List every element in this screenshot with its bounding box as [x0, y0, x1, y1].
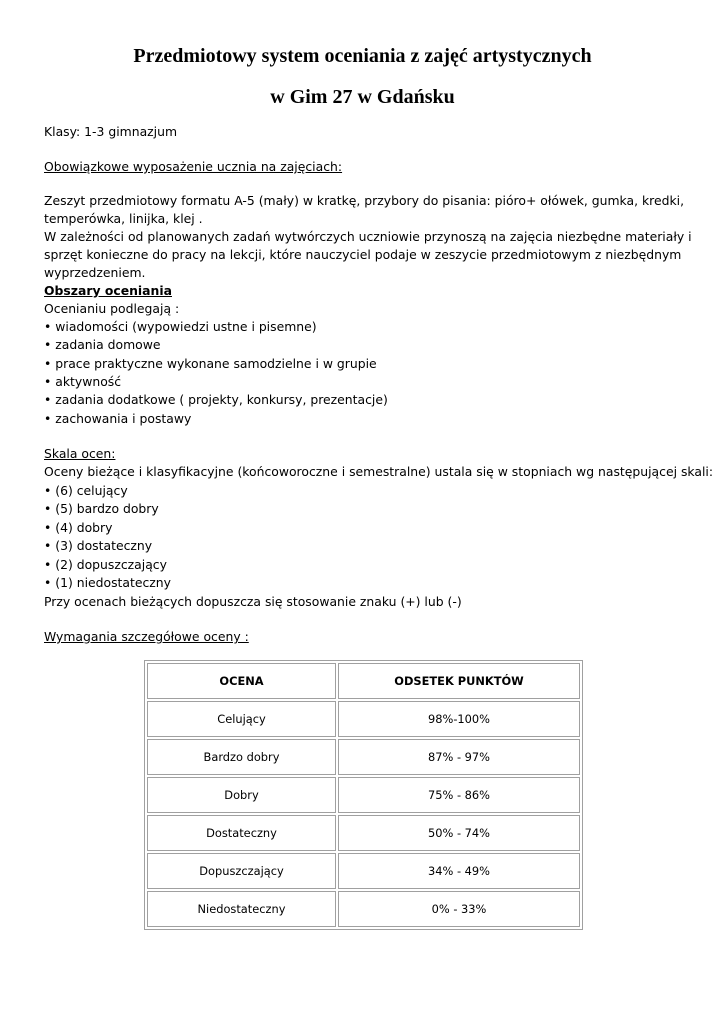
equipment-line: wyprzedzeniem. [44, 265, 146, 280]
grade-cell: Dostateczny [147, 815, 336, 851]
table-row [147, 777, 580, 813]
table-row [147, 891, 580, 927]
equipment-line: W zależności od planowanych zadań wytwórczych uczniowie przynoszą na zajęcia niezbędne materiały i [44, 229, 692, 244]
equipment-line: Zeszyt przedmiotowy formatu A-5 (mały) w kratkę, przybory do pisania: pióro+ ołówek, gumka, kredki, [44, 193, 685, 208]
equipment-line: temperówka, linijka, klej . [44, 211, 203, 226]
areas-list-item: • zadania dodatkowe ( projekty, konkursy, prezentacje) [44, 392, 388, 407]
scale-list-item: • (3) dostateczny [44, 538, 153, 553]
scale-list-item: • (4) dobry [44, 520, 113, 535]
grade-cell: Dopuszczający [147, 853, 336, 889]
column-header-ocena: OCENA [147, 663, 336, 699]
table-row [147, 853, 580, 889]
klasy-text: Klasy: 1-3 gimnazjum [44, 124, 178, 139]
areas-heading: Obszary oceniania [44, 283, 172, 298]
column-header-odsetek: ODSETEK PUNKTÓW [338, 663, 580, 699]
grades-table [144, 660, 583, 930]
areas-list-item: • zadania domowe [44, 337, 161, 352]
grade-cell: Dobry [147, 777, 336, 813]
scale-list-item: • (6) celujący [44, 483, 128, 498]
percent-cell: 0% - 33% [338, 891, 580, 927]
grade-cell: Niedostateczny [147, 891, 336, 927]
areas-list-item: • wiadomości (wypowiedzi ustne i pisemne) [44, 319, 317, 334]
equipment-line: sprzęt konieczne do pracy na lekcji, które nauczyciel podaje w zeszycie przedmiotowym z niezbędnym [44, 247, 682, 262]
scale-heading: Skala ocen: [44, 446, 116, 461]
areas-intro: Ocenianiu podlegają : [44, 301, 180, 316]
equipment-heading: Obowiązkowe wyposażenie ucznia na zajęciach: [44, 159, 343, 174]
percent-cell: 50% - 74% [338, 815, 580, 851]
requirements-heading: Wymagania szczegółowe oceny : [44, 629, 249, 644]
table-row [147, 815, 580, 851]
scale-intro: Oceny bieżące i klasyfikacyjne (końcoworoczne i semestralne) ustala się w stopniach wg następującej skali: [44, 464, 714, 479]
document-subtitle: w Gim 27 w Gdańsku [270, 86, 455, 108]
percent-cell: 75% - 86% [338, 777, 580, 813]
table-row [147, 701, 580, 737]
table-header-row [147, 663, 580, 699]
grade-cell: Bardzo dobry [147, 739, 336, 775]
percent-cell: 34% - 49% [338, 853, 580, 889]
table-row [147, 739, 580, 775]
grade-cell: Celujący [147, 701, 336, 737]
scale-note: Przy ocenach bieżących dopuszcza się stosowanie znaku (+) lub (-) [44, 594, 462, 609]
percent-cell: 98%-100% [338, 701, 580, 737]
scale-list-item: • (1) niedostateczny [44, 575, 171, 590]
areas-list-item: • aktywność [44, 374, 122, 389]
percent-cell: 87% - 97% [338, 739, 580, 775]
areas-list-item: • zachowania i postawy [44, 411, 192, 426]
scale-list-item: • (2) dopuszczający [44, 557, 167, 572]
document-title: Przedmiotowy system oceniania z zajęć artystycznych [133, 45, 592, 67]
scale-list-item: • (5) bardzo dobry [44, 501, 159, 516]
areas-list-item: • prace praktyczne wykonane samodzielne i w grupie [44, 356, 377, 371]
